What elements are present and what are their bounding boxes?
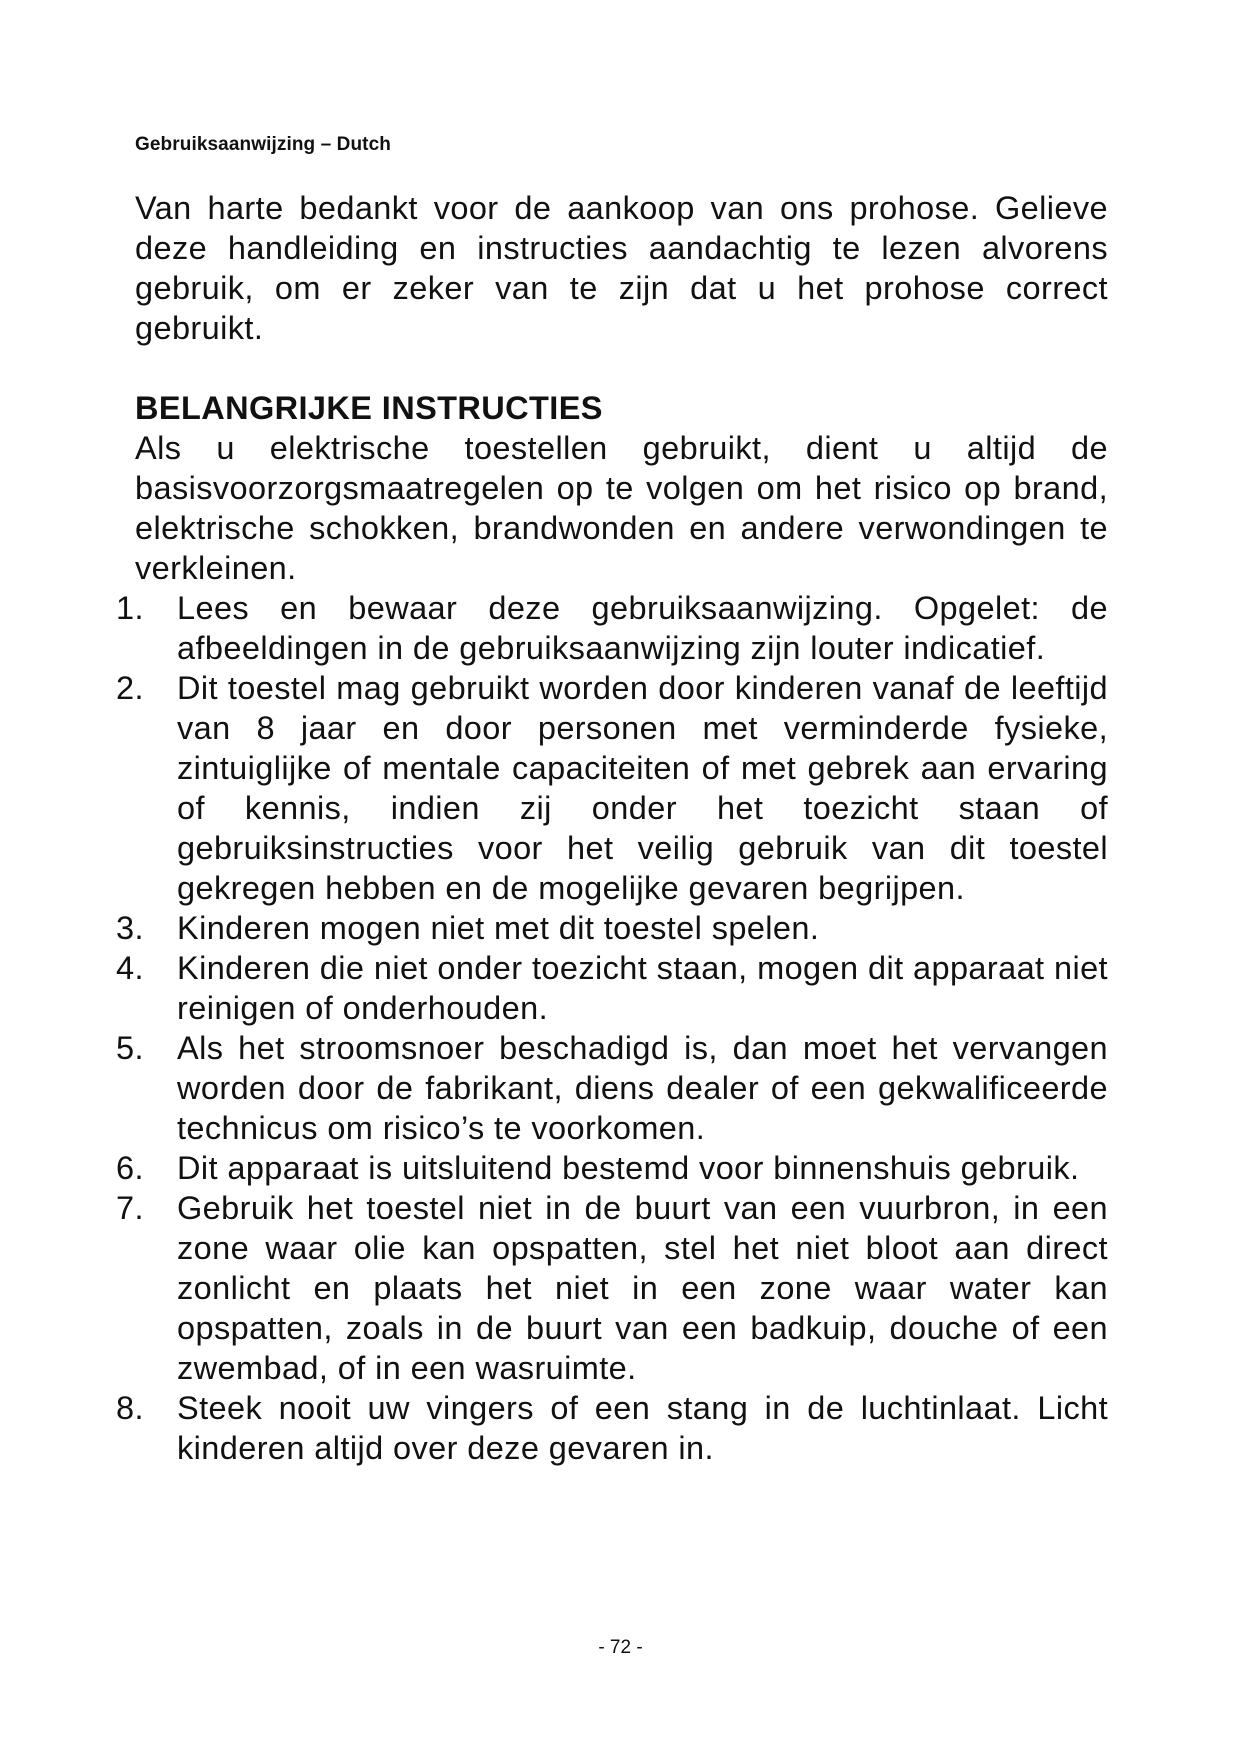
intro-paragraph: Van harte bedankt voor de aankoop van ons prohose. Gelieve deze handleiding en instructies aandachtig te lezen alvorens gebruik, om er zeker van te zijn dat u het prohose correct gebruikt. (135, 190, 1108, 346)
item-number: 4. (116, 950, 144, 986)
item-text: Steek nooit uw vingers of een stang in de luchtinlaat. Licht kinderen altijd over deze gevaren in. (177, 1390, 1108, 1466)
item-number: 7. (116, 1190, 144, 1226)
item-text: Lees en bewaar deze gebruiksaanwijzing. Opgelet: de afbeeldingen in de gebruiksaanwijzing zijn louter indicatief. (177, 590, 1108, 666)
page-number: - 72 - (598, 1637, 643, 1658)
instructions-list (116, 588, 1108, 1468)
list-item (116, 1188, 1108, 1388)
section-heading: BELANGRIJKE INSTRUCTIES (135, 390, 603, 426)
item-text: Dit toestel mag gebruikt worden door kinderen vanaf de leeftijd van 8 jaar en door personen met verminderde fysieke, zintuiglijke of mentale capaciteiten of met gebrek aan ervaring of kennis, indien zij onder het toezicht staan of gebruiksinstructies voor het veilig gebruik van dit toestel gekregen hebben en de mogelijke gevaren begrijpen. (177, 670, 1108, 906)
list-item (116, 948, 1108, 1028)
item-text: Gebruik het toestel niet in de buurt van een vuurbron, in een zone waar olie kan opspatten, stel het niet bloot aan direct zonlicht en plaats het niet in een zone waar water kan opspatten, zoals in de buurt van een badkuip, douche of een zwembad, of in een wasruimte. (177, 1190, 1108, 1386)
item-text: Kinderen die niet onder toezicht staan, mogen dit apparaat niet reinigen of onderhouden. (177, 950, 1108, 1026)
item-number: 1. (116, 590, 144, 626)
item-text: Als het stroomsnoer beschadigd is, dan moet het vervangen worden door de fabrikant, diens dealer of een gekwalificeerde technicus om risico’s te voorkomen. (177, 1030, 1108, 1146)
list-item (116, 1388, 1108, 1468)
page-content (116, 188, 1108, 1468)
list-item (116, 668, 1108, 908)
item-text: Kinderen mogen niet met dit toestel spelen. (177, 910, 820, 946)
item-number: 6. (116, 1150, 144, 1186)
item-number: 2. (116, 670, 144, 706)
item-number: 5. (116, 1030, 144, 1066)
list-item (116, 1148, 1108, 1188)
list-item (116, 588, 1108, 668)
item-number: 8. (116, 1390, 144, 1426)
section-paragraph: Als u elektrische toestellen gebruikt, dient u altijd de basisvoorzorgsmaatregelen op te volgen om het risico op brand, elektrische schokken, brandwonden en andere verwondingen te verkleinen. (135, 430, 1108, 586)
document-header: Gebruiksaanwijzing – Dutch (135, 134, 391, 155)
item-number: 3. (116, 910, 144, 946)
list-item (116, 1028, 1108, 1148)
list-item (116, 908, 1108, 948)
item-text: Dit apparaat is uitsluitend bestemd voor binnenshuis gebruik. (177, 1150, 1080, 1186)
